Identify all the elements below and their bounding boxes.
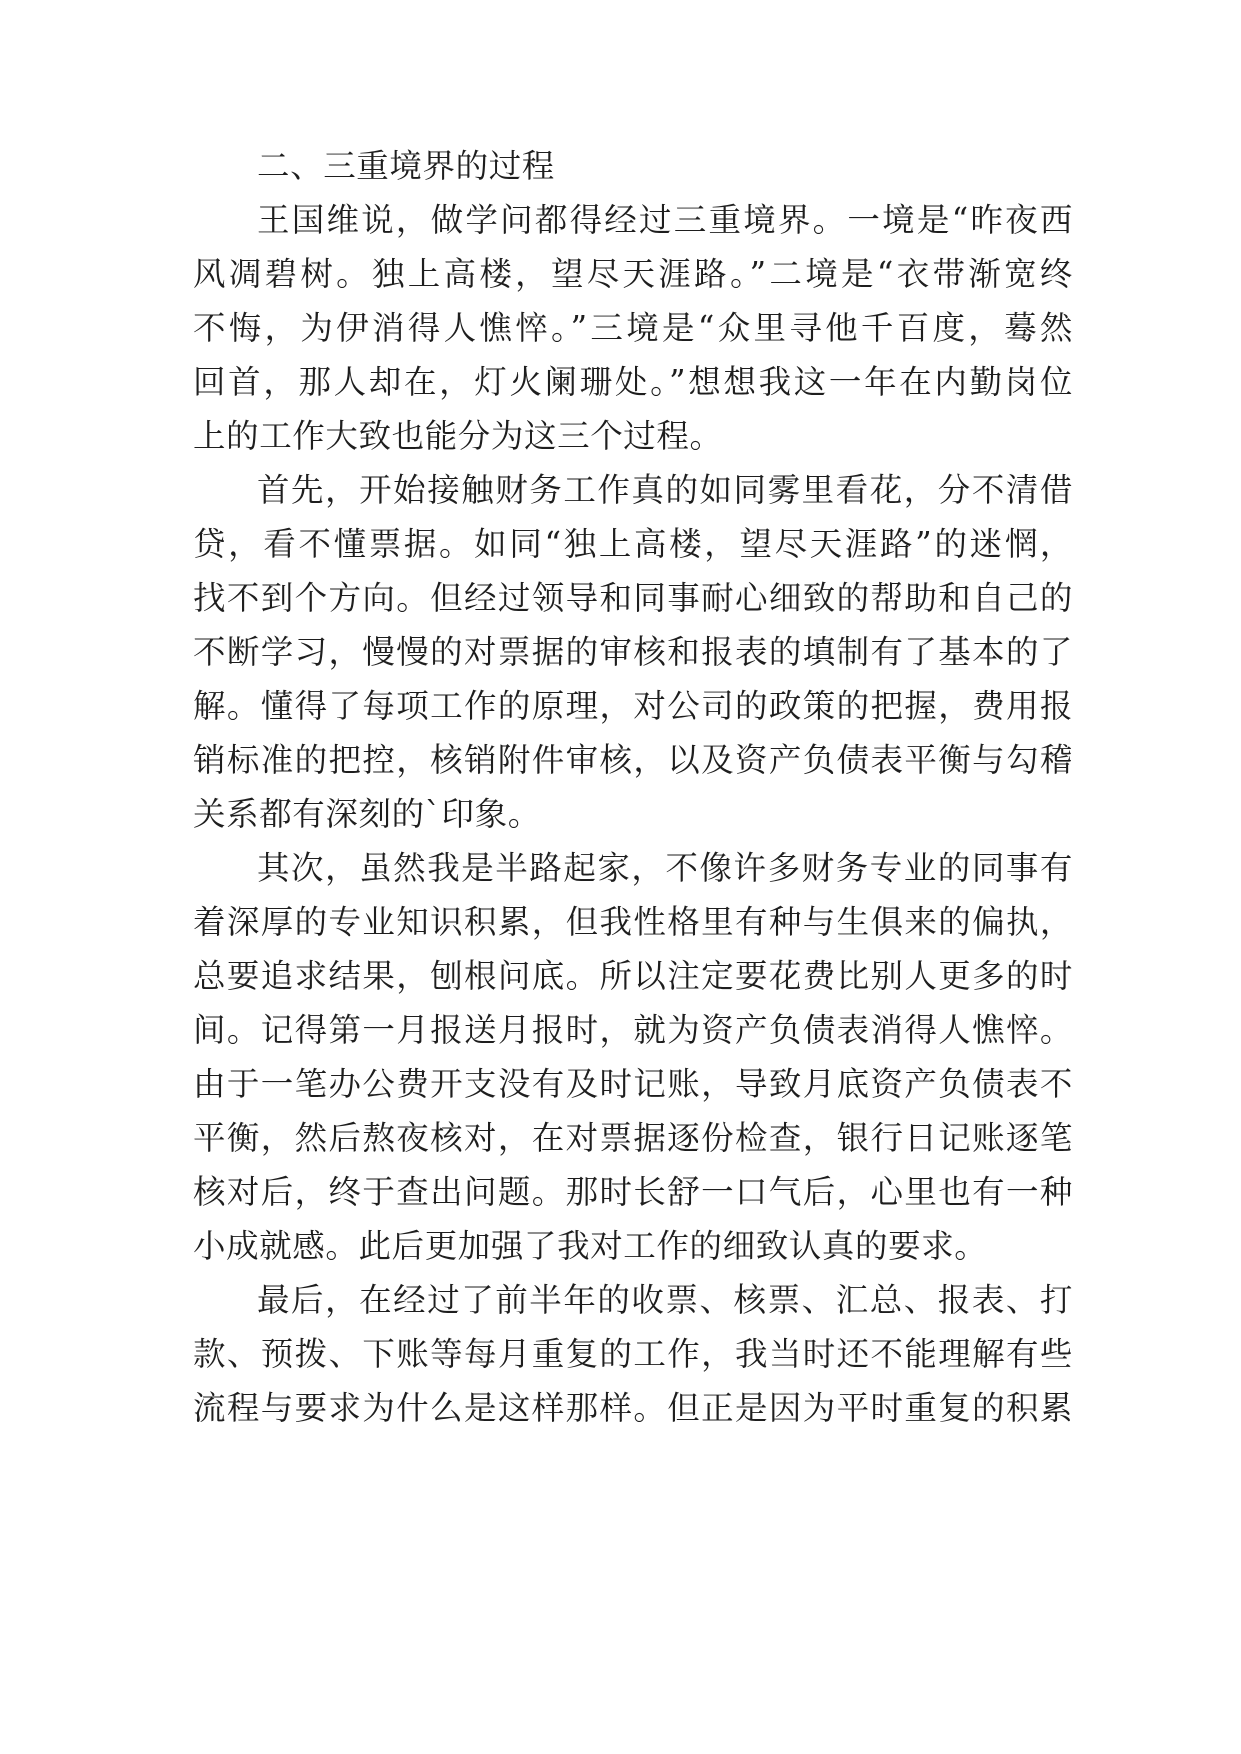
paragraph-1-line-2: 风凋碧树。独上高楼，望尽天涯路。”二境是“衣带渐宽终 [193, 255, 1073, 293]
paragraph-2-line-3: 找不到个方向。但经过领导和同事耐心细致的帮助和自己的 [193, 579, 1073, 617]
paragraph-2-line-5: 解。懂得了每项工作的原理，对公司的政策的把握，费用报 [193, 687, 1073, 725]
paragraph-3-line-8: 小成就感。此后更加强了我对工作的细致认真的要求。 [193, 1227, 988, 1265]
paragraph-2-line-2: 贷，看不懂票据。如同“独上高楼，望尽天涯路”的迷惘， [193, 525, 1073, 563]
paragraph-3-line-4: 间。记得第一月报送月报时，就为资产负债表消得人憔悴。 [193, 1011, 1073, 1049]
section-heading: 二、三重境界的过程 [257, 147, 555, 185]
paragraph-1-line-3: 不悔，为伊消得人憔悴。”三境是“众里寻他千百度，蓦然 [193, 309, 1073, 347]
paragraph-1-line-4: 回首，那人却在，灯火阑珊处。”想想我这一年在内勤岗位 [193, 363, 1073, 401]
paragraph-4-line-1: 最后，在经过了前半年的收票、核票、汇总、报表、打 [257, 1281, 1073, 1319]
paragraph-2-line-4: 不断学习，慢慢的对票据的审核和报表的填制有了基本的了 [193, 633, 1073, 671]
paragraph-3-line-1: 其次，虽然我是半路起家，不像许多财务专业的同事有 [257, 849, 1073, 887]
paragraph-2-line-6: 销标准的把控，核销附件审核，以及资产负债表平衡与勾稽 [193, 741, 1073, 779]
paragraph-3-line-7: 核对后，终于查出问题。那时长舒一口气后，心里也有一种 [193, 1173, 1073, 1211]
paragraph-2-line-7: 关系都有深刻的`印象。 [193, 795, 541, 833]
paragraph-3-line-2: 着深厚的专业知识积累，但我性格里有种与生俱来的偏执， [193, 903, 1073, 941]
paragraph-3-line-3: 总要追求结果，刨根问底。所以注定要花费比别人更多的时 [193, 957, 1073, 995]
paragraph-4-line-2: 款、预拨、下账等每月重复的工作，我当时还不能理解有些 [193, 1335, 1073, 1373]
paragraph-3-line-6: 平衡，然后熬夜核对，在对票据逐份检查，银行日记账逐笔 [193, 1119, 1073, 1157]
paragraph-3-line-5: 由于一笔办公费开支没有及时记账，导致月底资产负债表不 [193, 1065, 1073, 1103]
paragraph-2-line-1: 首先，开始接触财务工作真的如同雾里看花，分不清借 [257, 471, 1073, 509]
paragraph-4-line-3: 流程与要求为什么是这样那样。但正是因为平时重复的积累 [193, 1389, 1073, 1427]
paragraph-1-line-5: 上的工作大致也能分为这三个过程。 [193, 417, 723, 455]
paragraph-1-line-1: 王国维说，做学问都得经过三重境界。一境是“昨夜西 [257, 201, 1073, 239]
